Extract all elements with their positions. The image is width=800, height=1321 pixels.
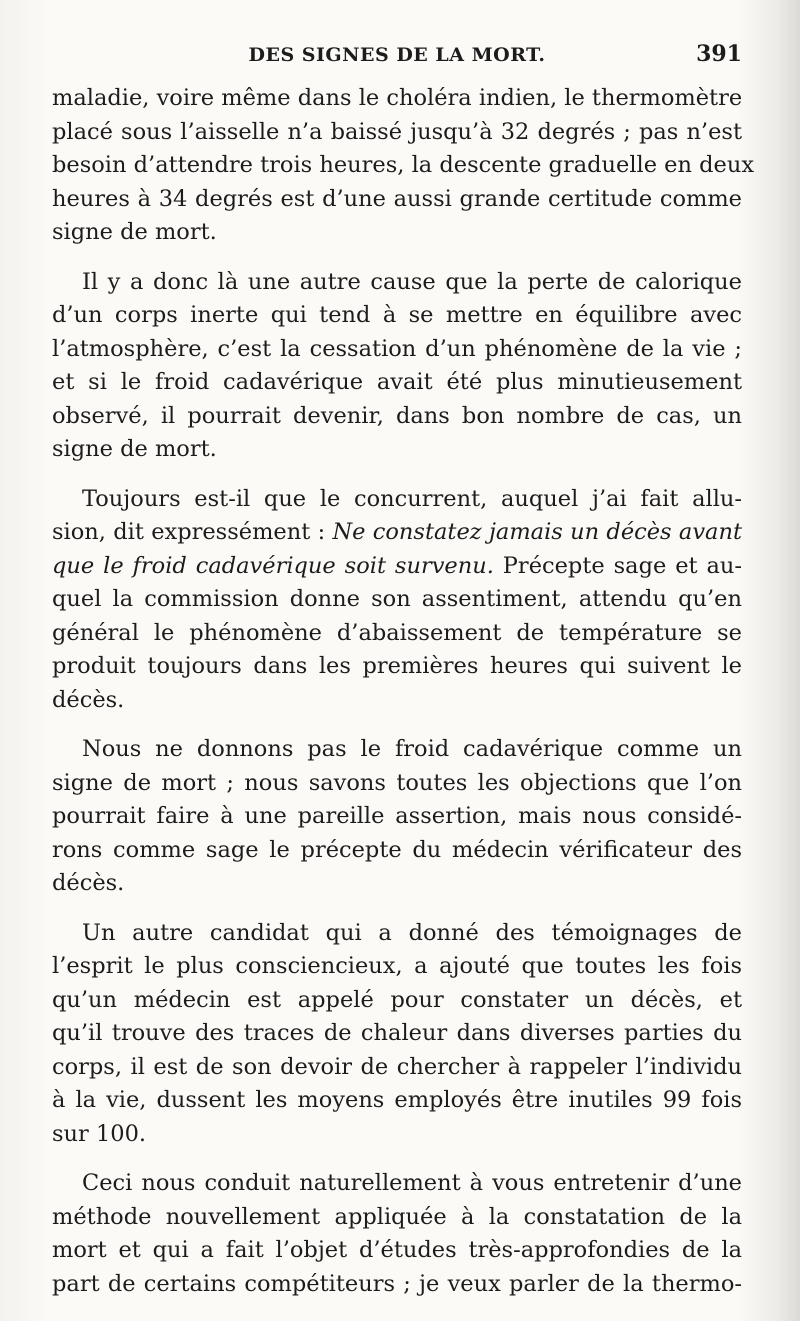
running-title: DES SIGNES DE LA MORT. — [248, 44, 546, 66]
text-line: l’esprit le plus consciencieux, a ajouté que toutes les fois — [52, 953, 742, 979]
text-line — [52, 516, 742, 550]
paragraph — [52, 733, 742, 901]
text-line: part de certains compétiteurs ; je veux parler de la thermo- — [52, 1270, 742, 1297]
text-line: heures à 34 degrés est d’une aussi grande certitude comme — [52, 185, 742, 212]
text-line: besoin d’attendre trois heures, la descente graduelle en deux — [52, 152, 755, 178]
text-line: l’atmosphère, c’est la cessation d’un phénomène de la vie ; — [52, 335, 742, 362]
paragraph — [52, 1167, 742, 1301]
text-line: Un autre candidat qui a donné des témoignages de — [82, 919, 742, 946]
text-line: à la vie, dussent les moyens employés être inutiles 99 fois — [52, 1087, 742, 1113]
text-line: signe de mort. — [52, 219, 217, 245]
text-line: Toujours est-il que le concurrent, auquel j’ai fait allu- — [82, 485, 742, 512]
text-line: décès. — [52, 870, 125, 896]
text-line: et si le froid cadavérique avait été plus minutieusement — [52, 369, 742, 395]
text-line: décès. — [52, 686, 125, 713]
body-text — [52, 82, 755, 1301]
text-line: pourrait faire à une pareille assertion, mais nous considé- — [52, 803, 742, 829]
page-header — [52, 41, 742, 80]
page-number: 391 — [696, 41, 742, 67]
text-line: maladie, voire même dans le choléra indien, le thermomètre — [52, 85, 743, 111]
text-line: signe de mort ; nous savons toutes les objections que l’on — [52, 769, 742, 796]
text-line: Nous ne donnons pas le froid cadavérique comme un — [82, 736, 742, 762]
paragraph — [52, 82, 755, 250]
text-line: produit toujours dans les premières heures qui suivent le — [52, 653, 742, 679]
paragraph — [52, 266, 742, 467]
text-line: placé sous l’aisselle n’a baissé jusqu’à 32 degrés ; pas n’est — [52, 118, 742, 145]
italic-quote: Ne constatez jamais un décès avant — [332, 519, 742, 545]
text-line: quel la commission donne son assentiment, attendu qu’en — [52, 586, 742, 612]
text-line: observé, il pourrait devenir, dans bon nombre de cas, un — [52, 402, 742, 429]
text-segment: sion, dit expressément : — [52, 519, 333, 545]
text-line: corps, il est de son devoir de chercher à rappeler l’individu — [52, 1053, 742, 1080]
text-line — [52, 550, 742, 584]
text-line: méthode nouvellement appliquée à la constatation de la — [52, 1203, 742, 1230]
text-segment: Précepte sage et au- — [493, 552, 742, 579]
text-line: rons comme sage le précepte du médecin vérificateur des — [52, 836, 742, 863]
text-line: mort et qui a fait l’objet d’études très-approfondies de la — [52, 1237, 742, 1263]
paragraph — [52, 917, 742, 1152]
text-line: sur 100. — [52, 1120, 147, 1147]
text-line: d’un corps inerte qui tend à se mettre en équilibre avec — [52, 302, 742, 328]
text-line: général le phénomène d’abaissement de température se — [52, 619, 742, 646]
text-line: Il y a donc là une autre cause que la perte de calorique — [82, 268, 742, 295]
paragraph — [52, 483, 742, 718]
italic-quote: que le froid cadavérique soit survenu. — [52, 552, 494, 579]
text-line: qu’un médecin est appelé pour constater un décès, et — [52, 986, 742, 1013]
text-line: signe de mort. — [52, 436, 217, 462]
text-line: Ceci nous conduit naturellement à vous entretenir d’une — [82, 1170, 742, 1196]
text-line: qu’il trouve des traces de chaleur dans diverses parties du — [52, 1020, 742, 1046]
